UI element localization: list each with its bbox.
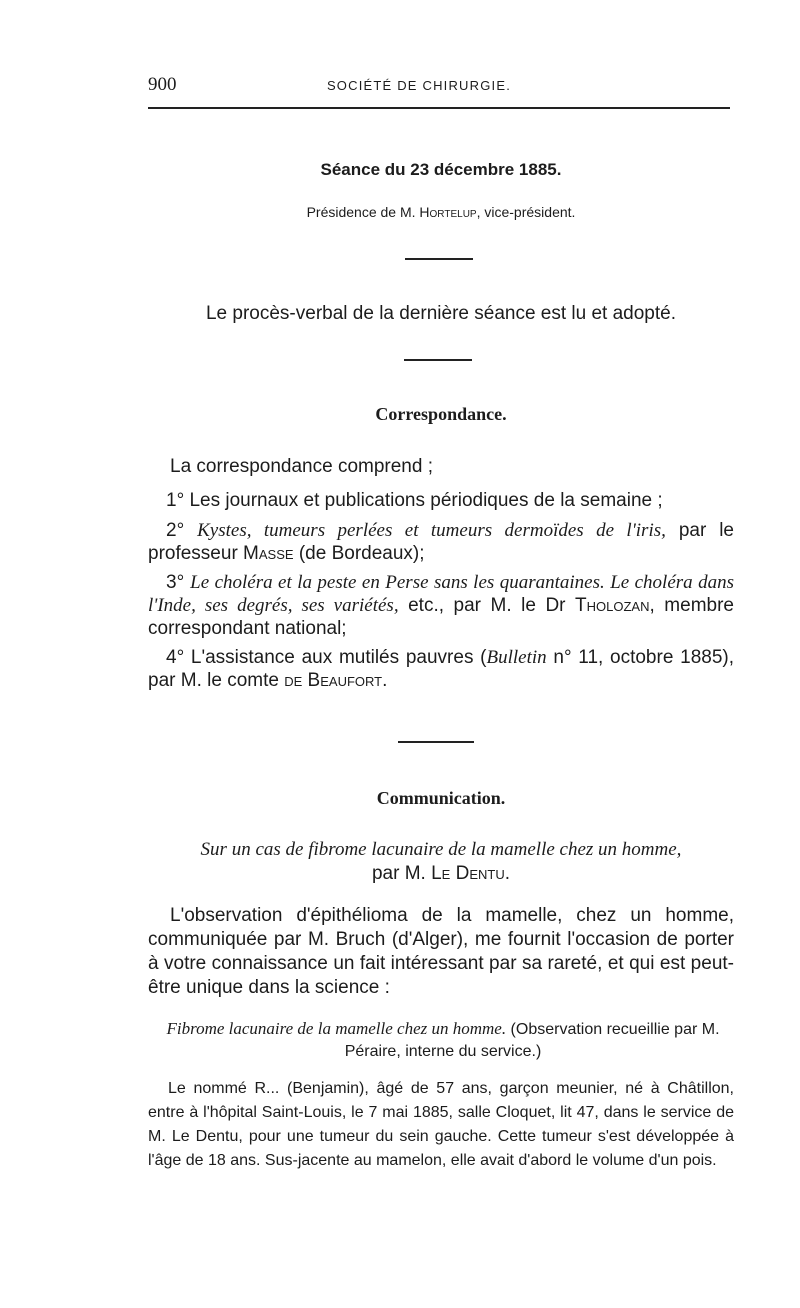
page-header [148, 74, 730, 100]
section-divider-2 [404, 359, 472, 361]
item-4-middle: n° 11, octobre 1885), par M. le comte [148, 647, 735, 691]
communication-paragraph: L'observation d'épithélioma de la mamelle, chez un homme, communiquée par M. Bruch (d'Alger), me fournit l'occasion de porter à votre connaissance un fait intéressant par sa rareté, et qui est peut-être unique dans la science : [148, 905, 734, 998]
communication-title-block [148, 838, 734, 886]
observation-heading [148, 1018, 738, 1063]
communication-author-line [148, 862, 734, 886]
correspondence-list [148, 455, 734, 692]
communication-body [148, 904, 734, 1000]
presidency-suffix: , vice-président. [476, 204, 576, 220]
communication-heading: Communication. [376, 788, 506, 808]
president-name: Hortelup [419, 204, 477, 220]
observation-note: (Observation recueillie par M. Péraire, interne du service.) [344, 1021, 720, 1060]
item-3-by: etc., par M. le Dr [398, 595, 576, 616]
observation-text: Le nommé R... (Benjamin), âgé de 57 ans, garçon meunier, né à Châtillon, entre à l'hôpital Saint-Louis, le 7 mai 1885, salle Cloquet, lit 47, dans le service de M. Le Dentu, pour une tumeur du sein gauche. Cette tumeur s'est développée à l'âge de 18 ans. Sus-jacente au mamelon, elle avait d'abord le volume d'un pois. [148, 1080, 734, 1169]
item-3-title: Le choléra et la peste en Perse sans les quarantaines. Le choléra dans l'Inde, ses degrés, ses variétés, [148, 572, 734, 616]
section-divider-1 [405, 258, 473, 260]
header-rule [148, 107, 730, 109]
item-2-place: (de Bordeaux); [293, 543, 425, 564]
correspondence-intro: La correspondance comprend ; [170, 456, 433, 477]
item-2-by: par le professeur [148, 520, 734, 564]
correspondence-item-4 [148, 646, 734, 692]
item-2-author: Masse [243, 543, 294, 564]
communication-author-suffix: . [504, 863, 511, 884]
session-title: Séance du 23 décembre 1885. [320, 160, 562, 179]
correspondence-heading: Correspondance. [375, 404, 507, 424]
session-presidency [148, 204, 734, 220]
item-2-number: 2° [166, 520, 198, 541]
page-number: 900 [148, 74, 177, 95]
item-4-prefix: 4° L'assistance aux mutilés pauvres ( [166, 647, 487, 668]
item-4-journal: Bulletin [486, 647, 547, 668]
running-head: SOCIÉTÉ DE CHIRURGIE. [326, 78, 512, 93]
section-divider-3 [398, 741, 474, 743]
correspondence-item-3 [148, 571, 734, 640]
correspondence-item-2 [148, 519, 734, 565]
item-2-title: Kystes, tumeurs perlées et tumeurs dermoïdes de l'iris, [197, 520, 666, 541]
presidency-prefix: Présidence de M. [306, 204, 420, 220]
communication-author-prefix: par M. [371, 863, 432, 884]
item-4-author: de Beaufort [284, 670, 383, 691]
communication-title: Sur un cas de fibrome lacunaire de la mamelle chez un homme, [200, 839, 682, 860]
item-3-author: Tholozan [575, 595, 650, 616]
communication-author: Le Dentu [431, 863, 505, 884]
minutes-line: Le procès-verbal de la dernière séance est lu et adopté. [205, 303, 677, 324]
observation-body [148, 1077, 734, 1173]
item-3-suffix: , membre correspondant national; [148, 595, 734, 639]
item-4-end: . [382, 670, 388, 691]
correspondence-item-1: 1° Les journaux et publications périodiques de la semaine ; [166, 490, 663, 511]
observation-title: Fibrome lacunaire de la mamelle chez un homme. [166, 1019, 507, 1038]
item-3-number: 3° [166, 572, 191, 593]
